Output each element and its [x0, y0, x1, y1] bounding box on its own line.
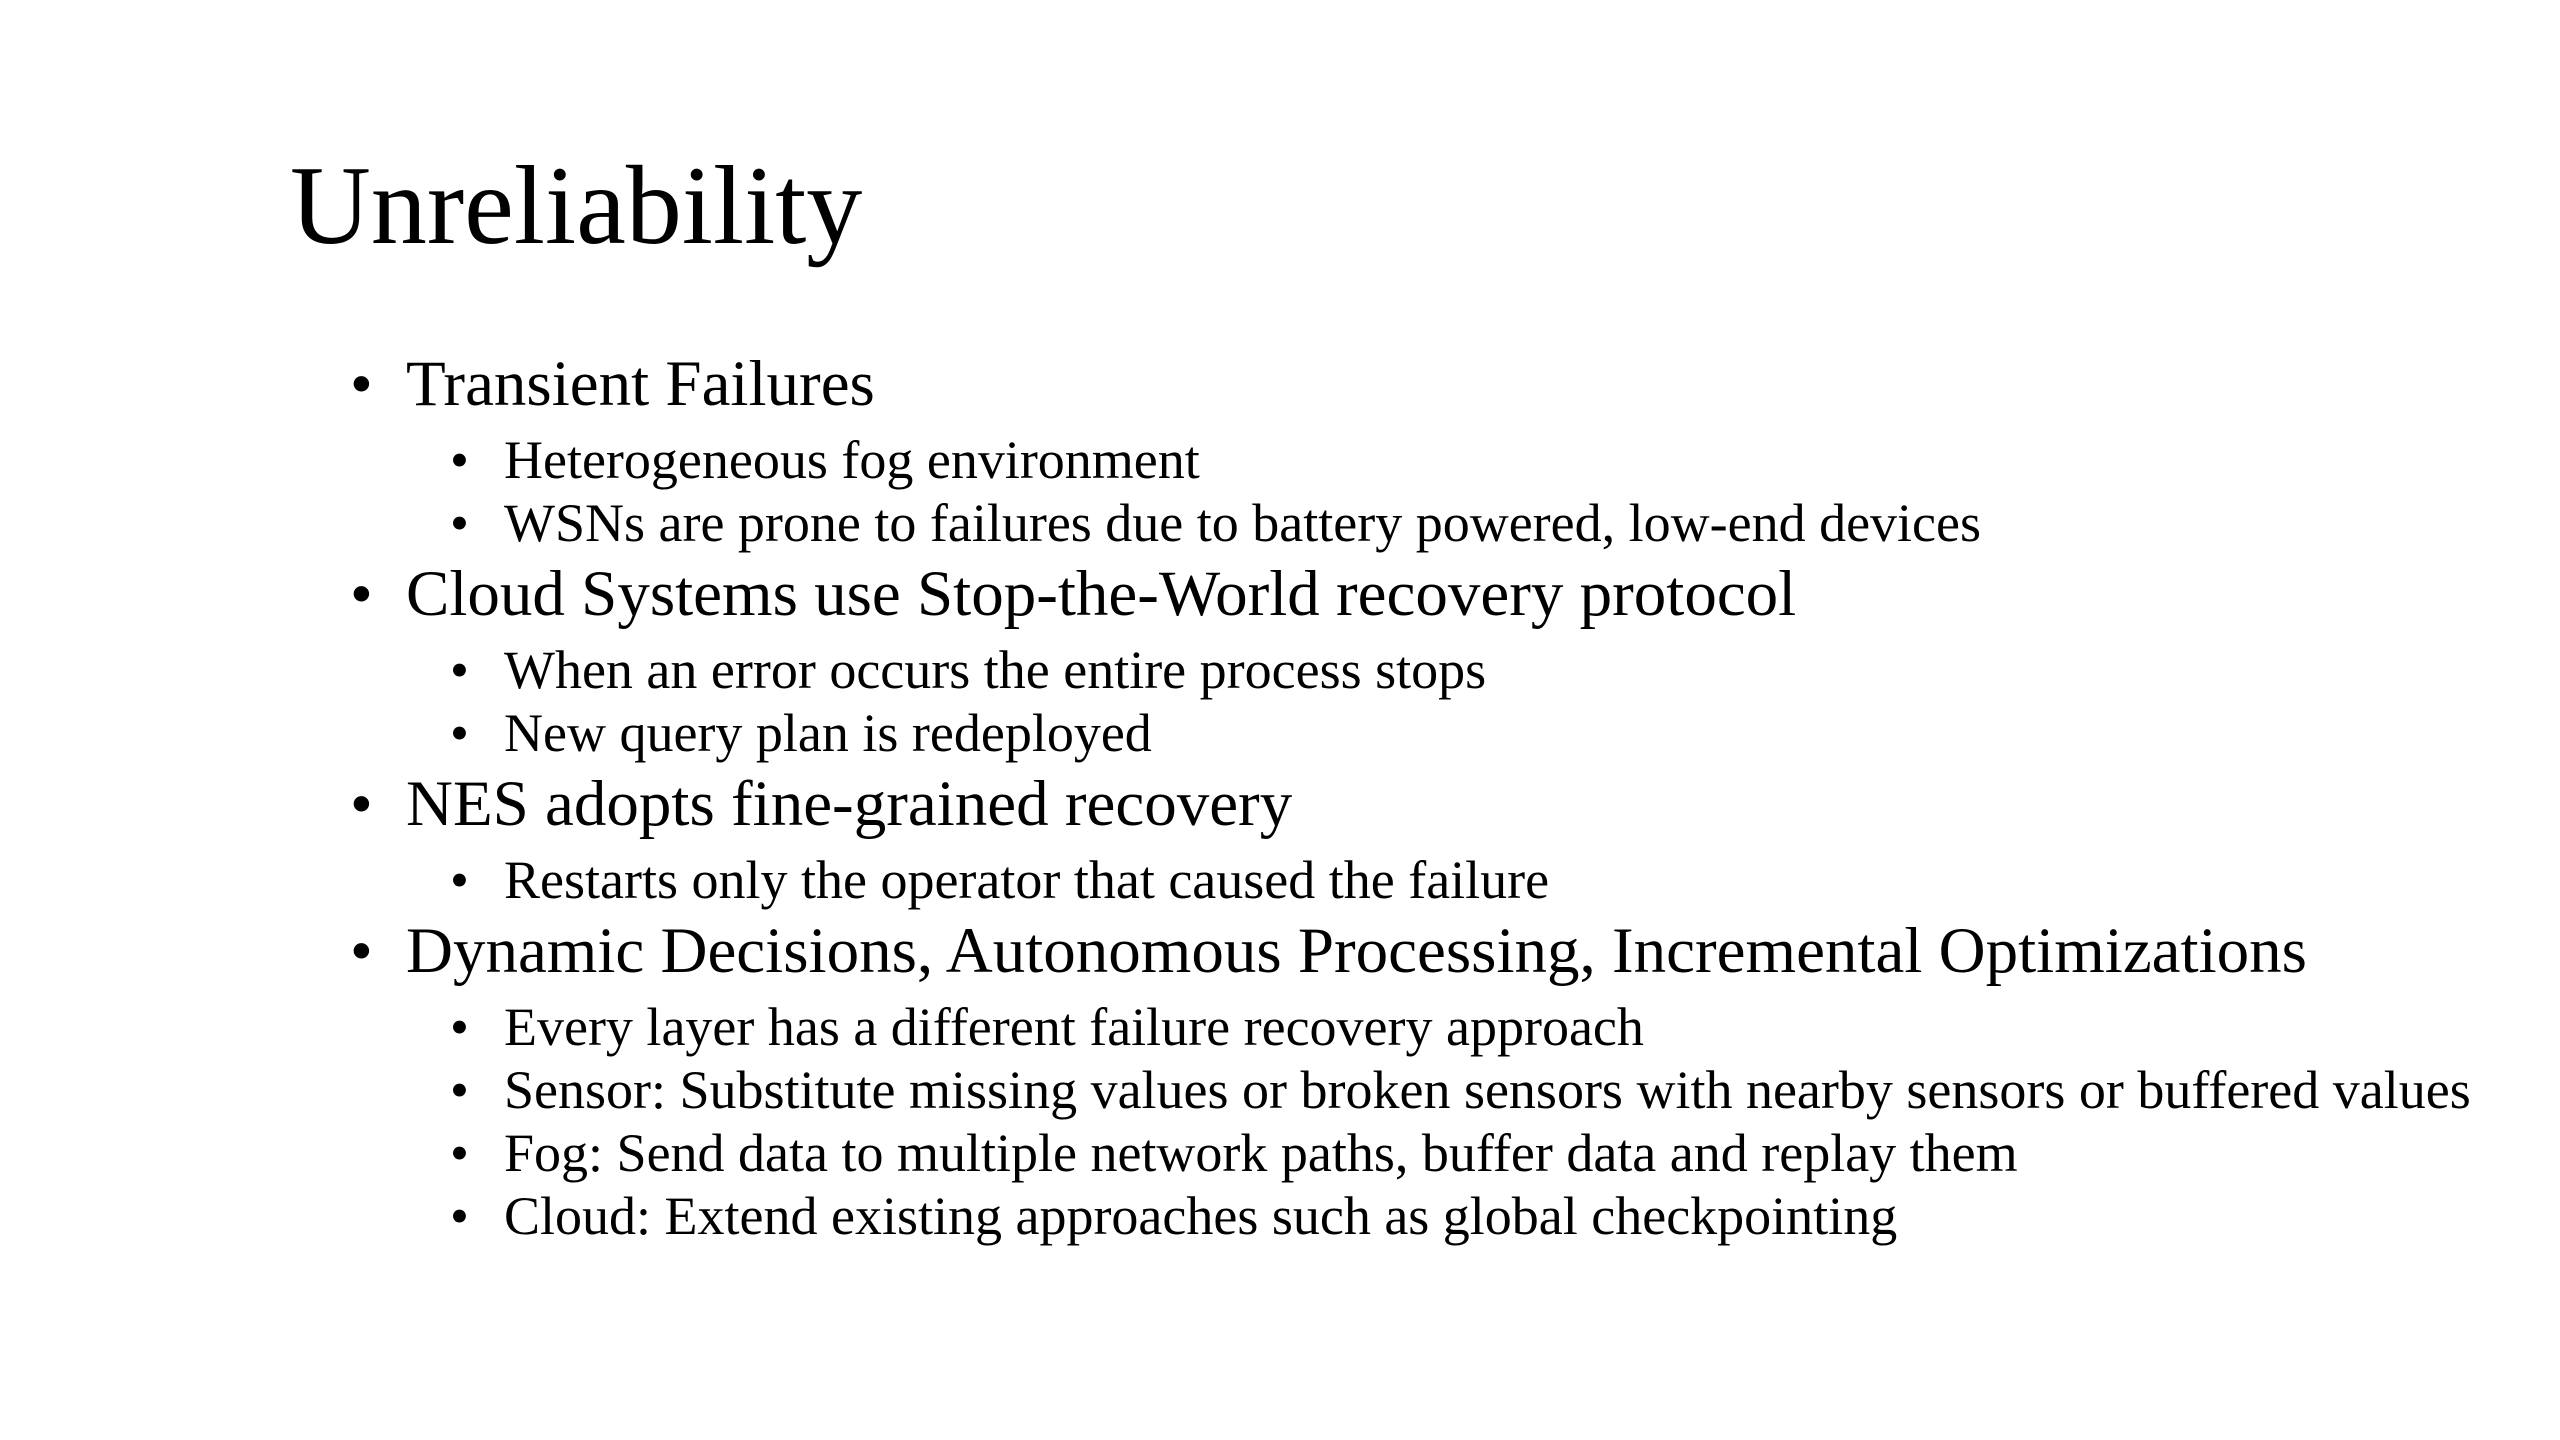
sub-bullet: • Heterogeneous fog environment [350, 435, 2530, 485]
sub-bullet: • WSNs are prone to failures due to battery powered, low-end devices [350, 498, 2530, 548]
sub-bullet: • Every layer has a different failure recovery approach [350, 1002, 2530, 1052]
sub-bullet: • Fog: Send data to multiple network paths, buffer data and replay them [350, 1128, 2530, 1178]
bullet-dynamic-decisions: • Dynamic Decisions, Autonomous Processing, Incremental Optimizations [350, 913, 2530, 989]
slide-title: Unreliability [290, 144, 863, 268]
bullet-group-transient-failures [350, 346, 2530, 553]
bullet-nes-recovery: • NES adopts fine-grained recovery [350, 766, 2530, 842]
bullet-transient-failures: • Transient Failures [350, 346, 2530, 422]
bullet-cloud-recovery: • Cloud Systems use Stop-the-World recovery protocol [350, 556, 2530, 632]
sub-bullet: • When an error occurs the entire process stops [350, 645, 2530, 695]
sub-bullet: • Sensor: Substitute missing values or broken sensors with nearby sensors or buffered values [350, 1065, 2530, 1115]
bullet-list [350, 346, 2530, 1249]
bullet-group-dynamic-decisions [350, 913, 2530, 1246]
sub-bullet: • Cloud: Extend existing approaches such as global checkpointing [350, 1191, 2530, 1241]
bullet-group-cloud-recovery [350, 556, 2530, 763]
bullet-group-nes-recovery [350, 766, 2530, 910]
sub-bullet: • Restarts only the operator that caused the failure [350, 855, 2530, 905]
sub-bullet: • New query plan is redeployed [350, 708, 2530, 758]
